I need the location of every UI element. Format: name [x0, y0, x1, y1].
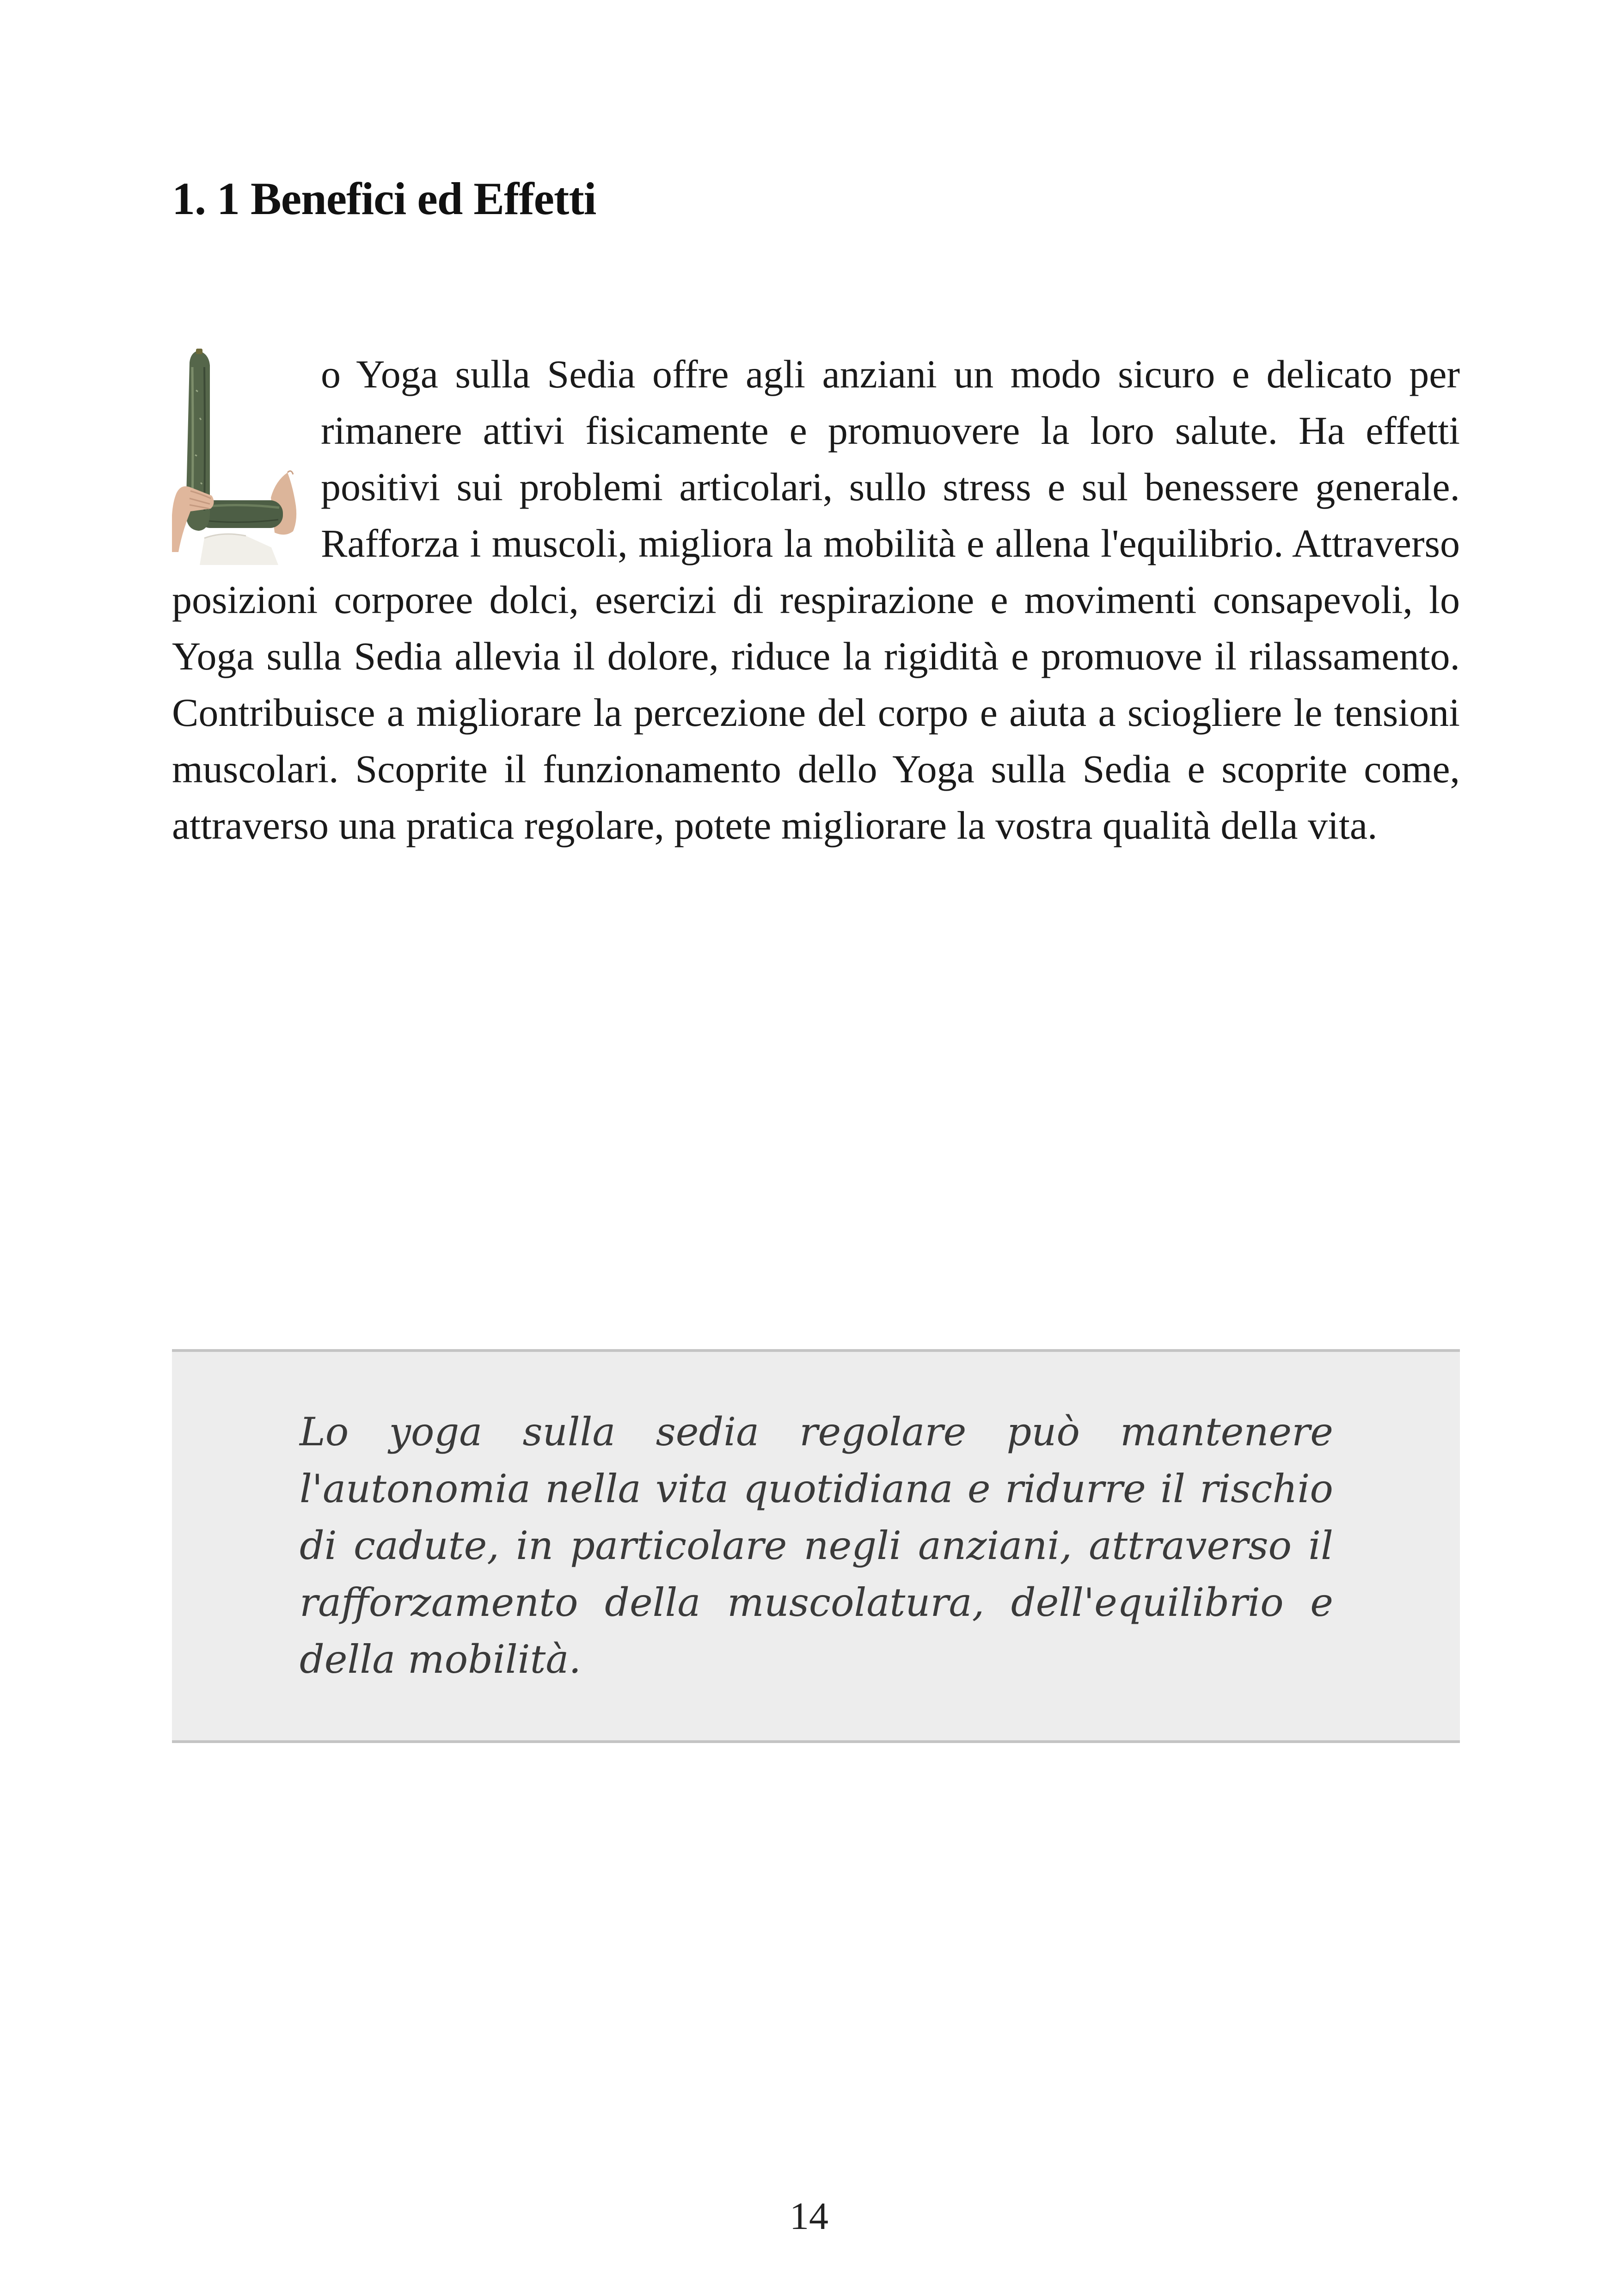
- drop-cap-image: [172, 349, 311, 565]
- body-paragraph-text: o Yoga sulla Sedia offre agli anziani un modo sicuro e delicato per rimanere attivi fisicamente e promuovere la loro salute. Ha effetti positivi sui problemi articolari, sullo stress e sul benessere generale. Rafforza i muscoli, migliora la mobilità e allena l'equilibrio. Attraverso posizioni corporee dolci, esercizi di respirazione e movimenti consapevoli, lo Yoga sulla Sedia allevia il dolore, riduce la rigidità e promuove il rilassamento. Contribuisce a migliorare la percezione del corpo e aiuta a sciogliere le tensioni muscolari. Scoprite il funzionamento dello Yoga sulla Sedia e scoprite come, attraverso una pratica regolare, potete migliorare la vostra qualità della vita.: [172, 352, 1460, 847]
- body-paragraph: [172, 346, 1460, 853]
- callout-box: [172, 1349, 1460, 1743]
- callout-text: Lo yoga sulla sedia regolare può mantenere l'autonomia nella vita quotidiana e ridurre il rischio di cadute, in particolare negli anziani, attraverso il rafforzamento della muscolatura, dell'equilibrio e della mobilità.: [300, 1409, 1333, 1682]
- section-title: 1. 1 Benefici ed Effetti: [172, 173, 596, 224]
- page-number: 14: [790, 2195, 828, 2238]
